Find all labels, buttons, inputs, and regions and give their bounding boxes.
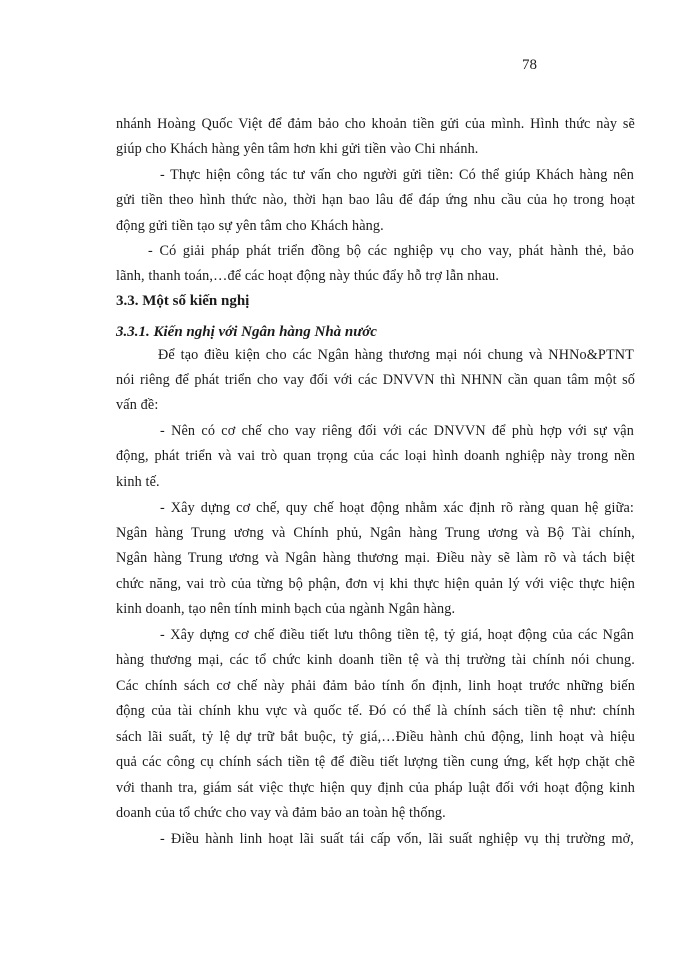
body-line: Ngân hàng Trung ương và Ngân hàng thương mại. Điều này sẽ làm rõ và tách biệt: [116, 550, 635, 566]
body-line: động, phát triển và vai trò quan trọng của các loại hình doanh nghiệp này trong nền: [116, 448, 635, 464]
body-line: doanh của tổ chức cho vay và đảm bảo an toàn hệ thống.: [116, 805, 446, 821]
body-line: nhánh Hoàng Quốc Việt để đảm bảo cho khoản tiền gửi của mình. Hình thức này sẽ: [116, 116, 635, 132]
body-line: sách lãi suất, tỷ lệ dự trữ bắt buộc, tỷ giá,…Điều hành chủ động, linh hoạt và hiệu: [116, 729, 635, 745]
body-line: kinh doanh, tạo nên tính minh bạch của ngành Ngân hàng.: [116, 601, 456, 617]
body-line: gửi tiền theo hình thức nào, thời hạn bao lâu để đáp ứng nhu cầu của họ trong hoạt: [116, 192, 635, 208]
body-line: Các chính sách cơ chế này phải đảm bảo tính ổn định, linh hoạt trước những biến: [116, 678, 635, 694]
body-line: nói riêng để phát triển cho vay đối với các DNVVN thì NHNN cần quan tâm một số: [116, 372, 635, 388]
body-line: - Xây dựng cơ chế, quy chế hoạt động nhằm xác định rõ ràng quan hệ giữa:: [160, 500, 634, 516]
body-line: quả các công cụ chính sách tiền tệ để điều tiết lượng tiền cung ứng, kết hợp chặt chẽ: [116, 754, 635, 770]
body-line: động gửi tiền tạo sự yên tâm cho Khách hàng.: [116, 218, 384, 234]
body-line: vấn đề:: [116, 397, 159, 413]
body-line: lãnh, thanh toán,…để các hoạt động này thúc đẩy hỗ trợ lẫn nhau.: [116, 268, 500, 284]
body-line: chức năng, vai trò của từng bộ phận, đơn vị khi thực hiện quản lý với việc thực hiện: [116, 576, 635, 592]
page-number: 78: [522, 57, 537, 73]
section-heading: 3.3. Một số kiến nghị: [116, 293, 250, 309]
body-line: với thanh tra, giám sát việc thực hiện quy định của pháp luật đối với hoạt động kinh: [116, 780, 635, 796]
body-line: hàng thương mại, các tổ chức kinh doanh tiền tệ và thị trường tài chính nói chung.: [116, 652, 635, 668]
subsection-heading: 3.3.1. Kiến nghị với Ngân hàng Nhà nước: [116, 324, 377, 340]
body-line: - Có giải pháp phát triển đồng bộ các nghiệp vụ cho vay, phát hành thẻ, bảo: [148, 243, 634, 259]
body-line: - Xây dựng cơ chế điều tiết lưu thông tiền tệ, tỷ giá, hoạt động của các Ngân: [160, 627, 634, 643]
body-line: Để tạo điều kiện cho các Ngân hàng thương mại nói chung và NHNo&PTNT: [158, 347, 634, 363]
body-line: Ngân hàng Trung ương và Chính phủ, Ngân hàng Trung ương và Bộ Tài chính,: [116, 525, 635, 541]
body-line: giúp cho Khách hàng yên tâm hơn khi gửi tiền vào Chi nhánh.: [116, 141, 479, 157]
body-line: - Nên có cơ chế cho vay riêng đối với các DNVVN để phù hợp với sự vận: [160, 423, 634, 439]
body-line: - Điều hành linh hoạt lãi suất tái cấp vốn, lãi suất nghiệp vụ thị trường mở,: [160, 831, 634, 847]
body-line: - Thực hiện công tác tư vấn cho người gửi tiền: Có thể giúp Khách hàng nên: [160, 167, 634, 183]
body-line: động của tài chính khu vực và quốc tế. Đó có thể là chính sách tiền tệ như: chính: [116, 703, 635, 719]
body-line: kinh tế.: [116, 474, 160, 490]
